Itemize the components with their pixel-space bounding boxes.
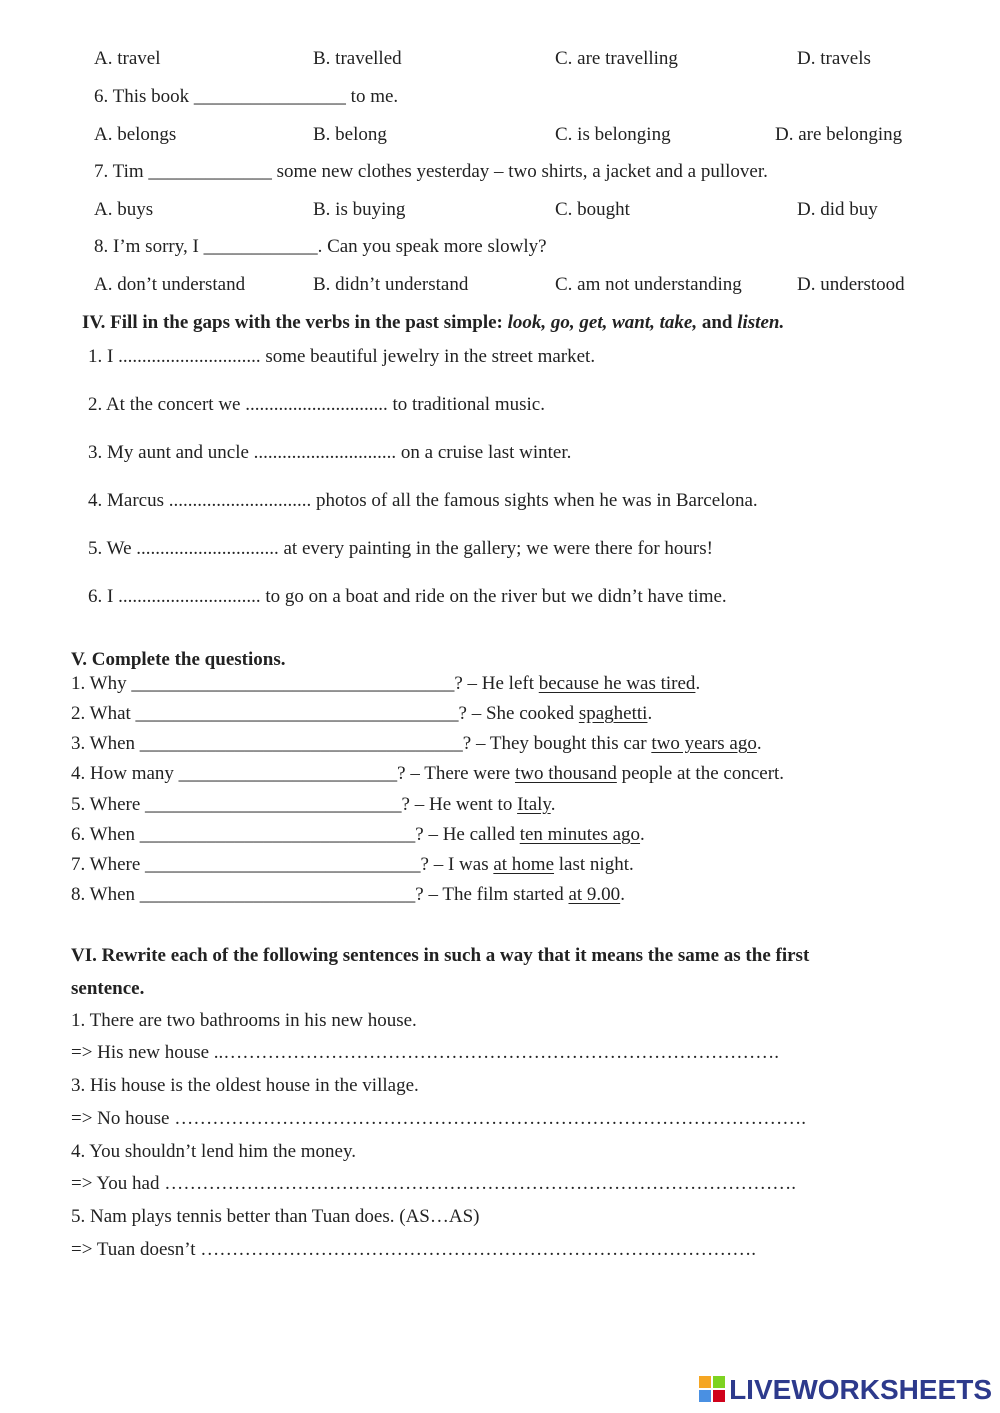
question-text: 5. Where ___________________________? – He went to [71, 794, 518, 815]
section-4-item-6: 6. I .............................. to go on a boat and ride on the river but we didn’t have time. [88, 586, 727, 607]
section-6-line-2: => His new house ..……………………………………………………………………………. [71, 1042, 780, 1063]
q6-option-b: B. belong [313, 124, 387, 145]
underlined-answer: ten minutes ago [519, 824, 641, 845]
section-6-line-4: => No house ………………………………………………………………………………………. [71, 1108, 806, 1129]
q5-option-c: C. are travelling [555, 48, 678, 69]
section-5-title: V. Complete the questions. [71, 649, 286, 670]
question-text: 6. When _____________________________? – He called [71, 824, 520, 845]
section-6-line-8: => Tuan doesn’t ……………………………………………………………………………. [71, 1239, 757, 1260]
q8-option-a: A. don’t understand [94, 274, 246, 295]
question-end: people at the concert. [616, 763, 785, 784]
section-6-line-5: 4. You shouldn’t lend him the money. [71, 1141, 357, 1162]
q6-option-c: C. is belonging [555, 124, 671, 145]
section-5-item-8 [71, 884, 625, 906]
section-4-verbs: look, go, get, want, take, [507, 312, 698, 333]
q8-option-b: B. didn’t understand [313, 274, 469, 295]
question-text: 3. When __________________________________? – They bought this car [71, 733, 652, 754]
question-end: last night. [554, 854, 634, 875]
section-5-item-7 [71, 854, 634, 876]
question-end: . [647, 703, 653, 724]
question-end: . [756, 733, 762, 754]
q7-option-d: D. did buy [797, 199, 878, 220]
question-end: . [550, 794, 556, 815]
section-4-item-3: 3. My aunt and uncle .............................. on a cruise last winter. [88, 442, 572, 463]
section-4-title-start: IV. Fill in the gaps with the verbs in the past simple: [82, 312, 508, 333]
underlined-answer: at home [493, 854, 555, 875]
question-end: . [640, 824, 645, 845]
section-5-item-3 [71, 733, 762, 755]
q6-option-a: A. belongs [94, 124, 177, 145]
section-5-item-6 [71, 824, 645, 846]
section-6-line-3: 3. His house is the oldest house in the village. [71, 1075, 419, 1096]
section-4-and: and [697, 312, 738, 333]
q7-option-c: C. bought [555, 199, 630, 220]
section-6-title-line-2: sentence. [71, 978, 145, 999]
question-text: 7. Where _____________________________? – I was [71, 854, 494, 875]
question-text: 1. Why __________________________________? – He left [71, 673, 539, 694]
q8-question: 8. I’m sorry, I ____________. Can you speak more slowly? [94, 236, 547, 257]
question-end: . [620, 884, 625, 905]
section-6-line-6: => You had ………………………………………………………………………………………. [71, 1173, 796, 1194]
section-4-item-4: 4. Marcus .............................. photos of all the famous sights when he was in Barcelona. [88, 490, 758, 511]
question-end: . [695, 673, 701, 694]
question-text: 4. How many _______________________? – There were [71, 763, 515, 784]
liveworksheets-brand: LIVEWORKSHEETS [729, 1374, 992, 1405]
section-5-item-1 [71, 673, 700, 695]
section-4-title [82, 312, 784, 334]
q5-option-a: A. travel [94, 48, 161, 69]
section-4-last-verb: listen. [737, 312, 785, 333]
section-5-item-2 [71, 703, 652, 725]
q5-option-b: B. travelled [313, 48, 402, 69]
underlined-answer: two thousand [514, 763, 617, 784]
section-5-item-5 [71, 794, 555, 816]
section-4-item-5: 5. We .............................. at every painting in the gallery; we were there for hours! [88, 538, 713, 559]
section-4-item-2: 2. At the concert we .............................. to traditional music. [88, 394, 545, 415]
section-6-title-line-1: VI. Rewrite each of the following sentences in such a way that it means the same as the first [71, 945, 810, 966]
underlined-answer: two years ago [651, 733, 757, 754]
liveworksheets-logo-icon [699, 1376, 725, 1404]
liveworksheets-logo [699, 1375, 992, 1405]
q8-option-c: C. am not understanding [555, 274, 742, 295]
section-6-line-1: 1. There are two bathrooms in his new house. [71, 1010, 417, 1031]
section-5-item-4 [71, 763, 784, 785]
question-text: 2. What __________________________________? – She cooked [71, 703, 579, 724]
underlined-answer: Italy [517, 794, 551, 815]
q6-option-d: D. are belonging [775, 124, 903, 145]
underlined-answer: because he was tired [538, 673, 696, 694]
underlined-answer: spaghetti [578, 703, 648, 724]
question-text: 8. When _____________________________? – The film started [71, 884, 569, 905]
underlined-answer: at 9.00 [568, 884, 621, 905]
q7-option-a: A. buys [94, 199, 154, 220]
q8-option-d: D. understood [797, 274, 905, 295]
q6-question: 6. This book ________________ to me. [94, 86, 399, 107]
q5-option-d: D. travels [797, 48, 871, 69]
section-4-item-1: 1. I .............................. some beautiful jewelry in the street market. [88, 346, 596, 367]
q7-option-b: B. is buying [313, 199, 406, 220]
q7-question: 7. Tim _____________ some new clothes yesterday – two shirts, a jacket and a pullover. [94, 161, 768, 182]
section-6-line-7: 5. Nam plays tennis better than Tuan does. (AS…AS) [71, 1206, 480, 1227]
